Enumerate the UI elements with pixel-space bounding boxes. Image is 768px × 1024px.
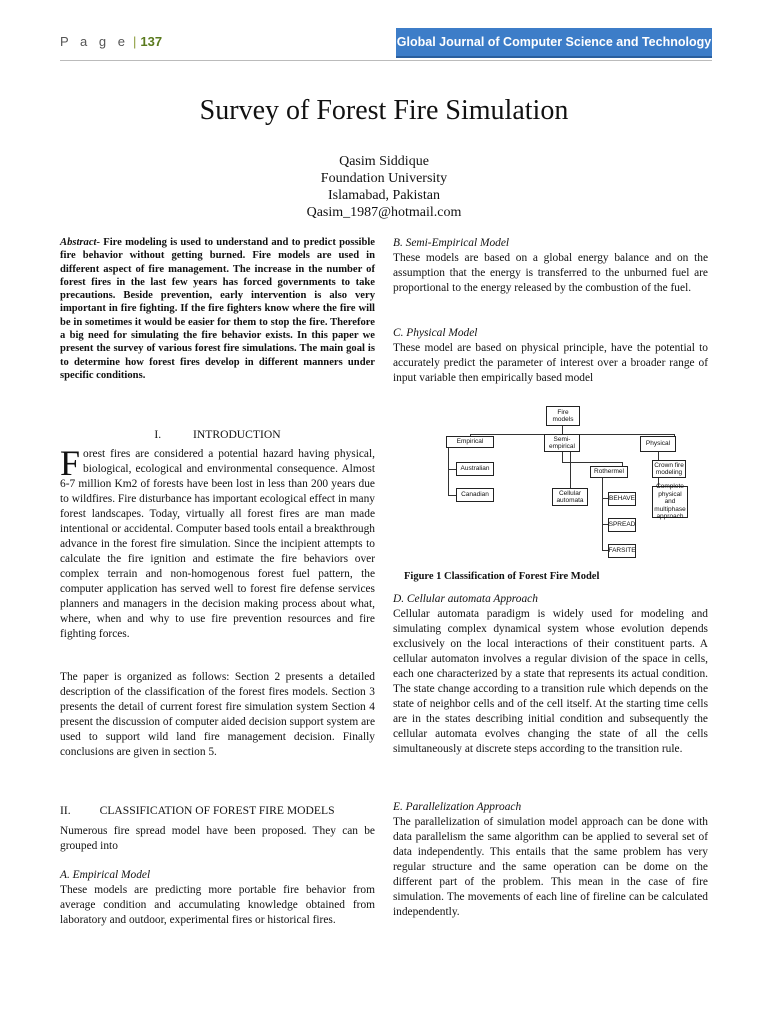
physical-text: These model are based on physical principle, have the potential to accurately predict the parameter of interest over a broader range of input variable then empirically based model xyxy=(393,342,708,384)
node-cellular-automata: Cellular automata xyxy=(552,488,588,506)
abstract xyxy=(60,236,375,382)
semi-empirical-text: These models are based on a global energy balance and on the assumption that the energy is transferred to the unburned fuel are proportional to the energy released by the combustion of the fuel. xyxy=(393,252,708,294)
subheading-physical: C. Physical Model xyxy=(393,327,478,339)
header-divider xyxy=(60,60,712,61)
intro-paragraph-2: The paper is organized as follows: Section 2 presents a detailed description of the classification of the forest fires models. Section 3 presents the detail of current forest fire simulation system Section 4 present the discussion of computer aided decision support system are used to support wild land fire management decision. Finally conclusions are given in section 5. xyxy=(60,671,375,758)
author-location: Islamabad, Pakistan xyxy=(328,188,440,203)
node-complete-physical: Complete physical and multiphase approach xyxy=(652,486,688,518)
connector xyxy=(602,476,603,550)
page-number: 137 xyxy=(140,34,163,49)
figure-caption: Figure 1 Classification of Forest Fire Model xyxy=(404,571,600,582)
subheading-semi-empirical: B. Semi-Empirical Model xyxy=(393,237,510,249)
subheading-parallelization: E. Parallelization Approach xyxy=(393,801,522,813)
paper-title: Survey of Forest Fire Simulation xyxy=(199,95,569,126)
classification-diagram xyxy=(440,404,710,584)
connector xyxy=(562,462,622,463)
connector xyxy=(562,452,563,462)
page-word: P a g e xyxy=(60,34,129,49)
section-heading-classification: II. CLASSIFICATION OF FOREST FIRE MODELS xyxy=(60,804,335,817)
empirical-text: These models are predicting more portable fire behavior from average condition and accumulating knowledge obtained from laboratory and outdoor, experimental fires or historical fires. xyxy=(60,884,375,926)
connector xyxy=(562,426,563,434)
abstract-label: Abstract- xyxy=(60,237,101,248)
intro-text-1: orest fires are considered a potential hazard having physical, biological, ecological and environmental consequence. Almost 6-7 million Km2 of forests have been lost in less than 200 years due to wildfires. Fire disturbance has important ecological effect in many forest landscapes. Today, virtually all forest fires are man made intentional or accidental. Computer based tools entail a breakthrough advance in the forest fire simulation. Since the incipient attempts to calculate the fire ignition and estimate the fire behaviors over complex terrain and non-homogenous forest fuel pattern, the computer application has served well to forest fire defense services planners and managers in the decision making process about what, where, when and why to use fire prevention resources and fire fighting forces. xyxy=(60,448,375,640)
node-spread: SPREAD xyxy=(608,518,636,532)
connector xyxy=(570,452,571,488)
page-separator: | xyxy=(132,34,137,49)
node-empirical: Empirical xyxy=(446,436,494,448)
node-behave: BEHAVE xyxy=(608,492,636,506)
author-name: Qasim Siddique xyxy=(339,154,429,169)
subheading-empirical: A. Empirical Model xyxy=(60,869,151,881)
node-semi-empirical: Semi-empirical xyxy=(544,434,580,452)
abstract-text: Fire modeling is used to understand and to predict possible fire behavior without getting burned. Fire models are used in different aspect of fire management. The increase in the number of forest fires in the last few years has forced governments to take precautions. Beside prevention, early intervention is also very important in fire fighting. If the fire fighters know where the fire will be in sometimes it would be easier for them to stop the fire. Therefore a big need for simulating the fire behavior exists. In this paper we present the survey of various forest fire simulations. The main goal is to determine how forest fires develop in different manners under specific conditions. xyxy=(60,237,375,381)
node-rothermel: Rothermel xyxy=(590,466,628,478)
author-email[interactable]: Qasim_1987@hotmail.com xyxy=(306,205,462,220)
node-farsite: FARSITE xyxy=(608,544,636,558)
connector xyxy=(448,448,449,496)
node-australian: Australian xyxy=(456,462,494,476)
parallelization-text: The parallelization of simulation model approach can be done with data parallelism the same algorithm can be applied to several set of data independently. This entails that the same problem has very regular structure and the same operation can be dome on the different part of the problem. This mean in the case of fire simulation. The movements of each line of fireline can be calculated independently. xyxy=(393,816,708,918)
author-block xyxy=(0,153,768,221)
author-affiliation: Foundation University xyxy=(320,171,448,186)
subheading-cellular-automata: D. Cellular automata Approach xyxy=(393,593,538,605)
page-label xyxy=(60,34,162,49)
classification-intro: Numerous fire spread model have been proposed. They can be grouped into xyxy=(60,825,375,852)
node-physical: Physical xyxy=(640,436,676,452)
node-fire-models: Fire models xyxy=(546,406,580,426)
node-crown-fire: Crown fire modeling xyxy=(652,460,686,478)
node-canadian: Canadian xyxy=(456,488,494,502)
section-heading-intro: I. INTRODUCTION xyxy=(154,428,281,441)
drop-cap: F xyxy=(60,443,81,483)
journal-banner: Global Journal of Computer Science and Technology xyxy=(396,28,712,58)
connector xyxy=(448,469,456,470)
cellular-automata-text: Cellular automata paradigm is widely used for modeling and simulating complex dynamical system whose evolution depends exclusively on the local interactions of their constituent parts. A cellular automaton involves a regular division of the space in cells, each one characterized by a state that represents its actual condition. The state change according to a transition rule which depends on the state of neighbor cells and of the cell itself. At the starting time cells are in the states describing initial condition and subsequently the cellular automata evolves changing the state of all the cells simultaneously at discrete steps according to the transition rule. xyxy=(393,608,708,755)
connector xyxy=(448,495,456,496)
intro-paragraph-1 xyxy=(60,443,375,642)
